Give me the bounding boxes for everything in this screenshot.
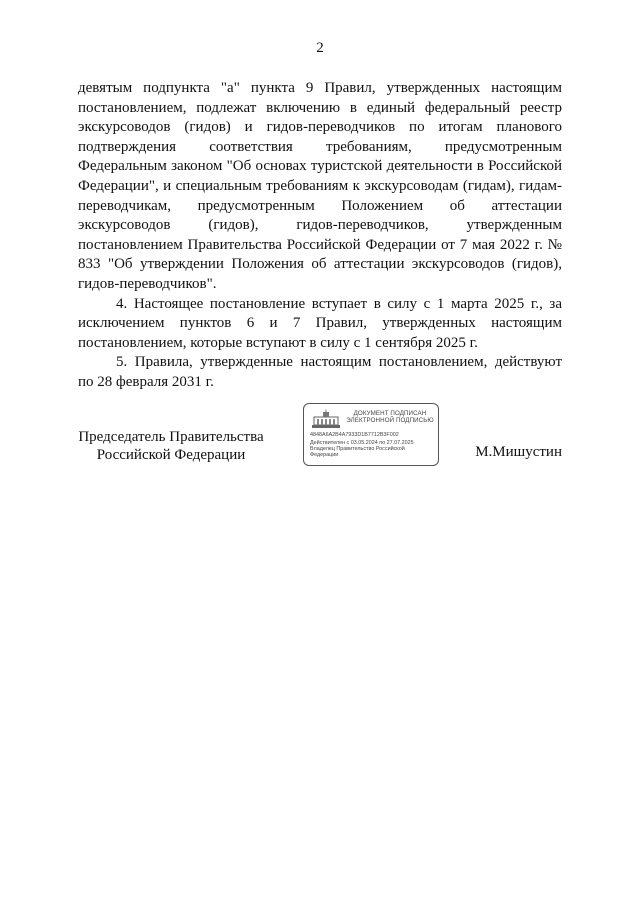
signatory-title-line1: Председатель Правительства — [78, 429, 264, 445]
stamp-owner-line1: Владелец Правительство Российской — [310, 446, 405, 452]
signatory-title-line2: Российской Федерации — [96, 447, 246, 463]
document-body — [78, 79, 562, 393]
paragraph-5: 5. Правила, утвержденные настоящим постановлением, действуют по 28 февраля 2031 г. — [78, 354, 562, 390]
paragraph-4: 4. Настоящее постановление вступает в силу с 1 марта 2025 г., за исключением пунктов 6 и 7 Правил, утвержденных настоящим постановлением, которые вступают в силу с 1 сентября 2025 г. — [78, 295, 562, 351]
paragraph-continuation: девятым подпункта "а" пункта 9 Правил, утвержденных настоящим постановлением, подлежат включению в единый федеральный реестр экскурсоводов (гидов) и гидов-переводчиков по итогам планового подтверждения соответствия требованиям, предусмотренным Федеральным законом "Об основах туристской деятельности в Российской Федерации", и специальным требованиям к экскурсоводам (гидам), гидам-переводчикам, предусмотренным Положением об аттестации экскурсоводов (гидов), гидов-переводчиков, утвержденным постановлением Правительства Российской Федерации от 7 мая 2022 г. № 833 "Об утверждении Положения об аттестации экскурсоводов (гидов), гидов-переводчиков". — [78, 80, 562, 292]
electronic-signature-stamp — [303, 403, 439, 466]
signatory-title — [78, 428, 264, 464]
page-number: 2 — [316, 40, 324, 56]
stamp-heading-line2: ЭЛЕКТРОННОЙ ПОДПИСЬЮ — [346, 417, 434, 425]
stamp-owner-line2: Федерации — [310, 452, 339, 458]
stamp-certificate: 4848A6A2B4A7933D1B7712B3F002 — [310, 432, 399, 438]
stamp-validity: Действителен с 03.05.2024 по 27.07.2025 — [310, 440, 414, 446]
signatory-name: М.Мишустин — [475, 444, 562, 460]
government-building-icon — [311, 409, 341, 429]
stamp-heading — [344, 410, 436, 425]
stamp-heading-line1: ДОКУМЕНТ ПОДПИСАН — [353, 410, 427, 417]
